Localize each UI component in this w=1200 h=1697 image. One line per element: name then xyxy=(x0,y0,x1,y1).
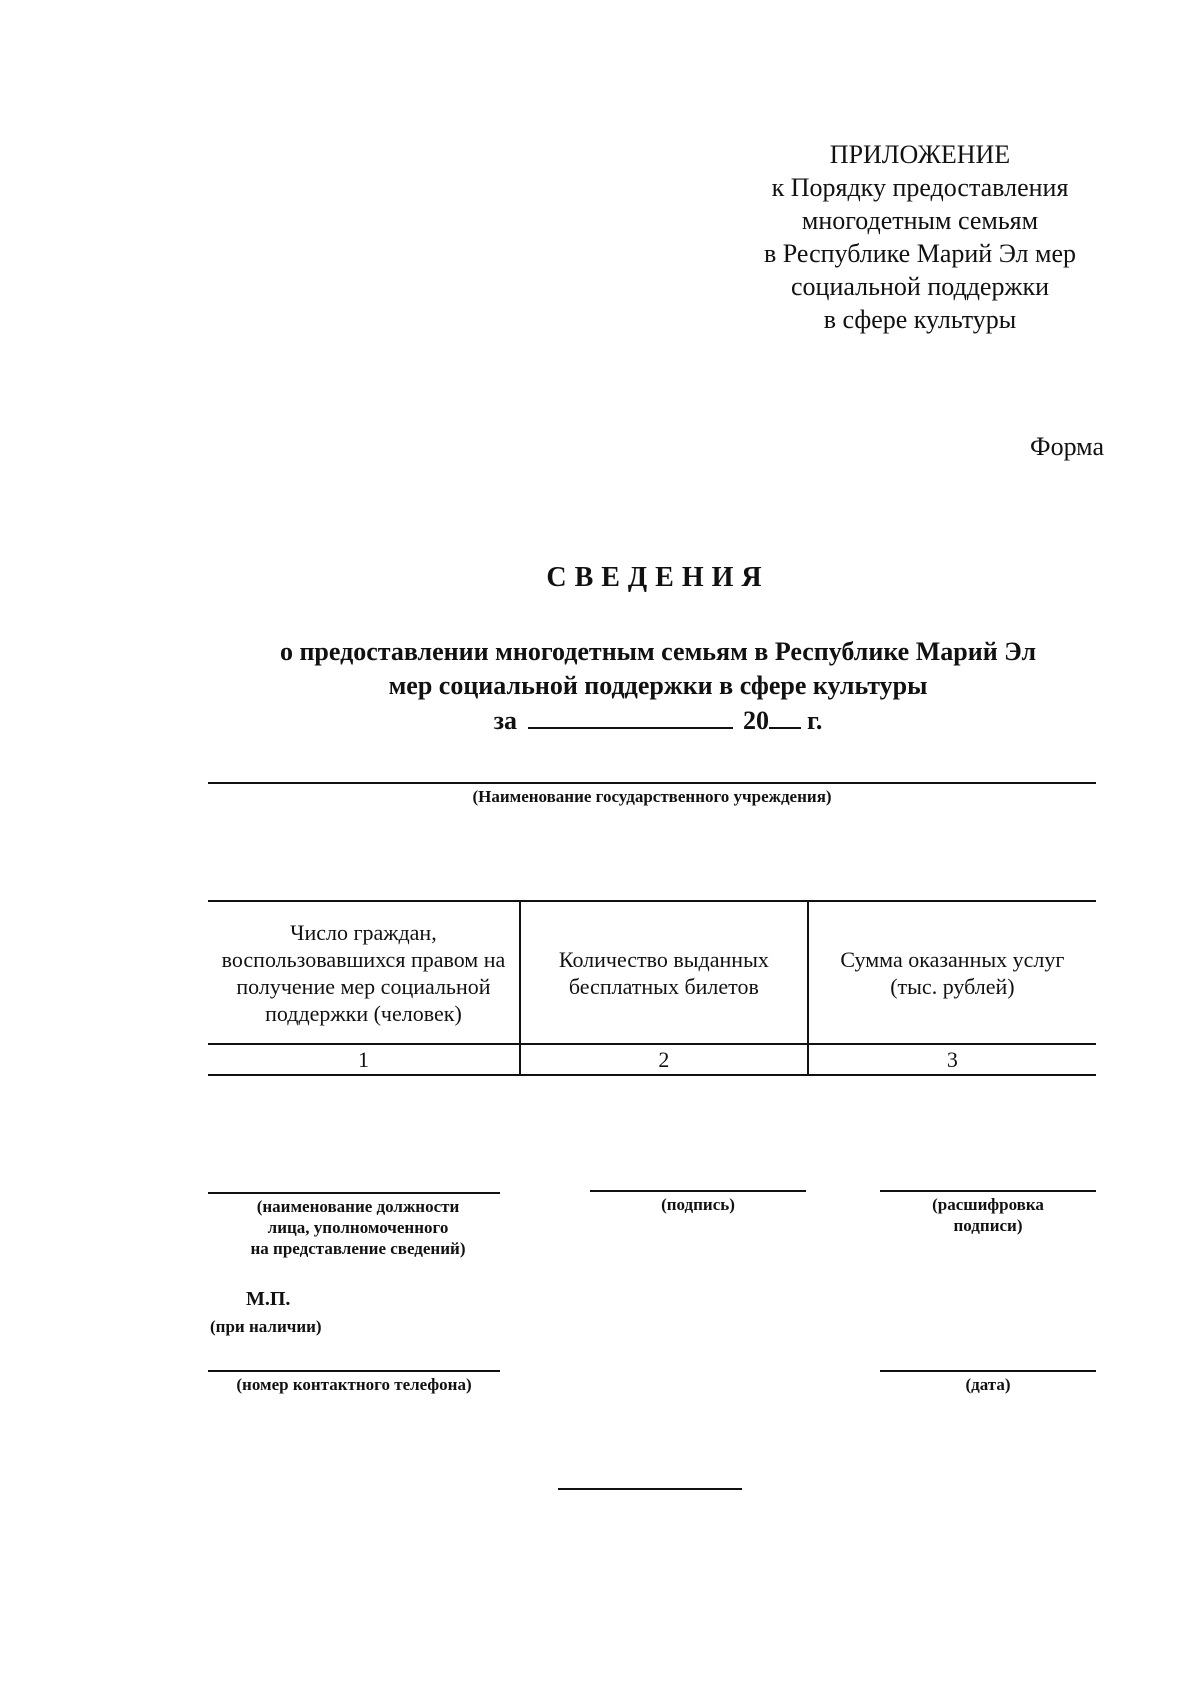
decoding-line[interactable] xyxy=(880,1190,1096,1192)
decoding-caption-line: подписи) xyxy=(953,1216,1023,1235)
period-prefix: за xyxy=(493,706,518,735)
position-caption-line: лица, уполномоченного xyxy=(267,1218,449,1237)
header-free-tickets: Количество выданных бесплатных билетов xyxy=(520,901,808,1044)
appendix-line: многодетным семьям xyxy=(801,206,1039,235)
column-number: 2 xyxy=(520,1044,808,1075)
date-caption: (дата) xyxy=(965,1375,1011,1394)
form-table xyxy=(208,900,1096,1076)
signature-line[interactable] xyxy=(590,1190,806,1192)
column-number: 1 xyxy=(208,1044,520,1075)
position-caption-line: на представление сведений) xyxy=(250,1239,466,1258)
signature-caption: (подпись) xyxy=(661,1195,735,1214)
document-title: СВЕДЕНИЯ xyxy=(546,562,770,593)
institution-line[interactable] xyxy=(208,782,1096,784)
reporting-period-line xyxy=(200,703,1116,738)
period-blank[interactable] xyxy=(528,703,733,729)
position-caption-line: (наименование должности xyxy=(256,1197,460,1216)
column-number: 3 xyxy=(808,1044,1096,1075)
institution-caption: (Наименование государственного учреждения) xyxy=(472,787,832,806)
closing-separator xyxy=(558,1488,742,1490)
table-column-numbers-row xyxy=(208,1044,1096,1075)
position-line[interactable] xyxy=(208,1192,500,1194)
decoding-caption xyxy=(880,1194,1096,1236)
header-services-sum: Сумма оказанных услуг (тыс. рублей) xyxy=(808,901,1096,1044)
table-header-row xyxy=(208,901,1096,1044)
year-suffix: г. xyxy=(807,706,823,735)
year-prefix: 20 xyxy=(743,706,770,735)
appendix-heading: ПРИЛОЖЕНИЕ xyxy=(829,140,1011,169)
stamp-note: (при наличии) xyxy=(210,1317,322,1336)
date-line[interactable] xyxy=(880,1370,1096,1372)
header-citizens-count: Число граждан, воспользовавшихся правом на получение мер социальной поддержки (человек) xyxy=(208,901,520,1044)
decoding-caption-line: (расшифровка xyxy=(932,1195,1044,1214)
subtitle-line-1: о предоставлении многодетным семьям в Республике Марий Эл xyxy=(279,637,1037,666)
appendix-line: социальной поддержки xyxy=(791,272,1049,301)
position-caption xyxy=(208,1196,508,1259)
phone-caption: (номер контактного телефона) xyxy=(236,1375,472,1394)
appendix-line: к Порядку предоставления xyxy=(771,173,1069,202)
stamp-label: М.П. xyxy=(246,1288,291,1310)
form-label: Форма xyxy=(1030,432,1104,461)
document-subtitle xyxy=(200,635,1116,738)
subtitle-line-2: мер социальной поддержки в сфере культуры xyxy=(388,671,928,700)
appendix-block xyxy=(700,138,1140,336)
appendix-line: в сфере культуры xyxy=(823,305,1017,334)
phone-line[interactable] xyxy=(208,1370,500,1372)
appendix-line: в Республике Марий Эл мер xyxy=(764,239,1076,268)
year-blank[interactable] xyxy=(769,703,801,729)
